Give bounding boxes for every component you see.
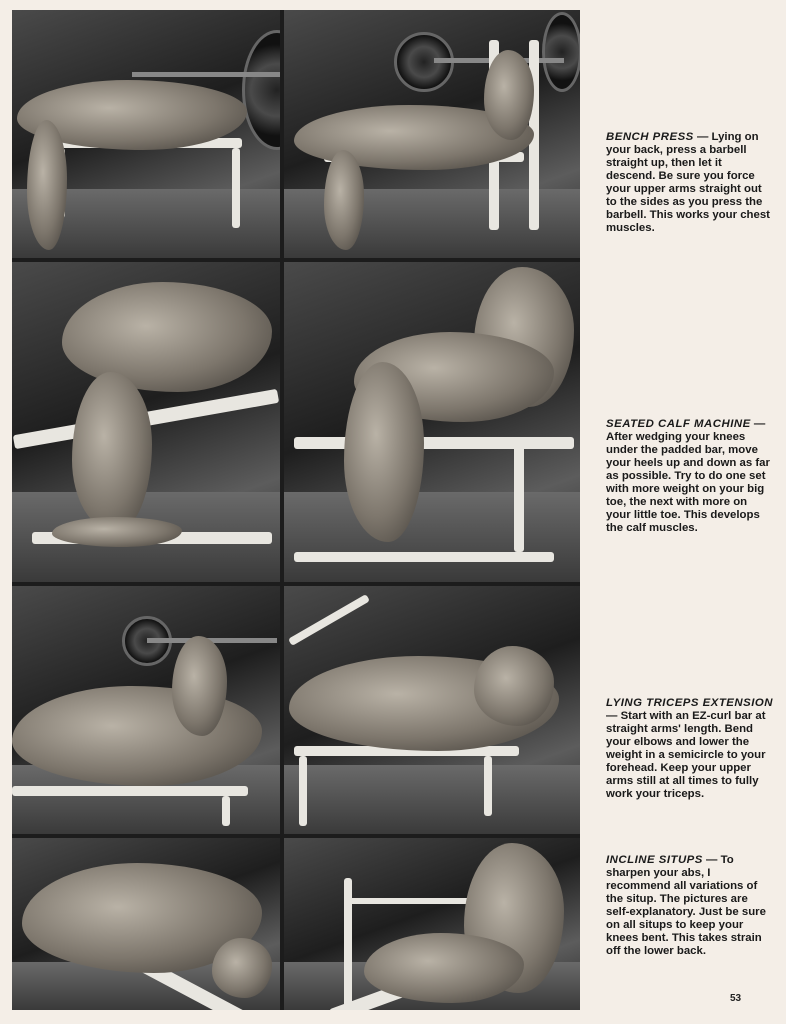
exercise-body: To sharpen your abs, I recommend all variations of the situp. The pictures are self-explanatory. Just be sure on all situps to keep your knees bent. This takes strain off the lower back. [606,854,766,957]
photo-incline-situps-2 [284,838,580,1010]
exercise-bench-press [606,131,774,235]
exercise-body: Lying on your back, press a barbell straight up, then let it descend. Be sure you force your upper arms straight out to the sides as you press the barbell. This works your chest muscles. [606,131,770,234]
exercise-title: INCLINE SITUPS [606,854,703,866]
exercise-title: BENCH PRESS [606,131,694,143]
exercise-incline-situps [606,854,774,958]
photo-grid [12,10,580,1010]
dash: — [606,710,621,722]
photo-seated-calf-2 [284,262,580,582]
dash: — [702,854,721,866]
exercise-title: SEATED CALF MACHINE [606,418,751,430]
photo-bench-press-1 [12,10,280,258]
page-number: 53 [730,993,742,1004]
photo-incline-situps-1 [12,838,280,1010]
dash: — [750,418,766,430]
exercise-body: Start with an EZ-curl bar at straight arms' length. Bend your elbows and lower the weight in a semicircle to your forehead. Keep your upper arms still at all times to fully work your triceps. [606,710,766,800]
photo-seated-calf-1 [12,262,280,582]
dash: — [693,131,712,143]
exercise-lying-triceps [606,697,774,801]
text-column [606,0,776,1024]
photo-lying-triceps-2 [284,586,580,834]
exercise-title: LYING TRICEPS EXTENSION [606,697,773,709]
photo-bench-press-2 [284,10,580,258]
exercise-body: After wedging your knees under the padded bar, move your heels up and down as far as possible. Try to do one set with more weight on your big toe, the next with more on your little toe. This develops the calf muscles. [606,431,770,534]
exercise-seated-calf [606,418,774,535]
photo-lying-triceps-1 [12,586,280,834]
